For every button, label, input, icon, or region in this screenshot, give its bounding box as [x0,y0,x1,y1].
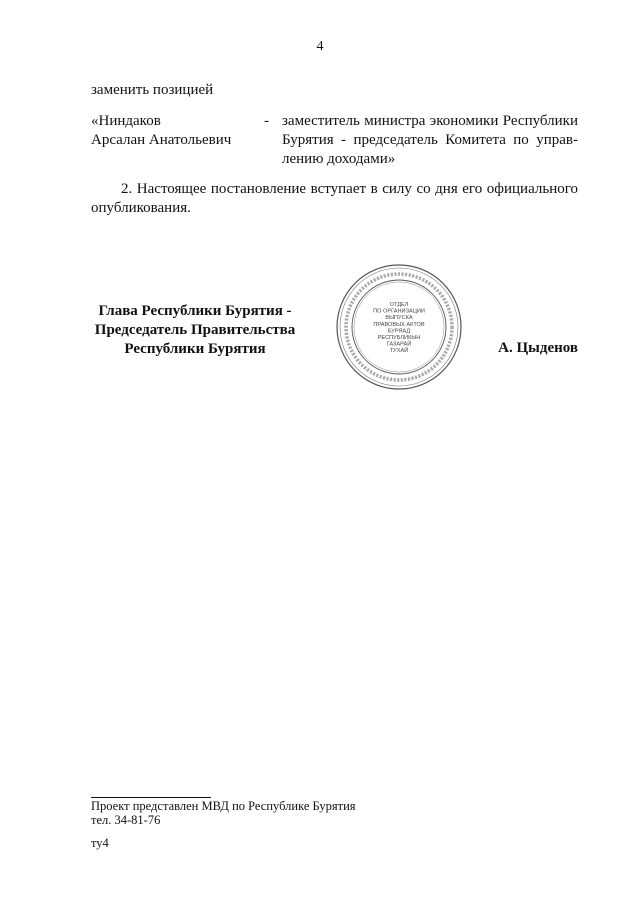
stamp-text-line: РЕСПУБЛИКЫН [377,335,421,341]
footer-divider [91,797,211,798]
footer-project-note: Проект представлен МВД по Республике Бурятия [91,799,356,813]
entry-name [91,112,271,150]
stamp-text-line: ГАЗАРАЙ [386,341,412,348]
footer-code: ту4 [91,836,109,850]
footer-phone: тел. 34-81-76 [91,813,161,827]
stamp-text-line: ОТДЕЛ [389,302,409,308]
stamp-text-line: ПРАВОВЫХ АКТОВ [373,321,425,328]
stamp-text-line: ТУХАЙ [389,348,409,355]
entry-name-line-2: Арсалан Анатольевич [91,132,232,148]
signatory-title-line-3: Республики Бурятия [124,341,266,357]
entry-desc-line-3: лению доходами» [282,151,396,167]
stamp-text-line: ПО ОРГАНИЗАЦИИ [373,308,425,315]
intro-text: заменить позицией [91,82,214,98]
official-seal-stamp [334,262,464,392]
stamp-text-line: БУРЯАД [387,328,411,335]
effective-date-paragraph: 2. Настоящее постановление вступает в силу со дня его официального опубликования. [91,181,578,216]
entry-desc-line-2: Бурятия - председатель Комитета по управ- [282,132,578,148]
entry-description [282,112,578,169]
page-number: 4 [316,39,324,54]
stamp-text-line: ВЫПУСКА [385,315,413,322]
signatory-title-line-2: Председатель Правительства [94,322,296,338]
entry-dash: - [264,113,269,129]
signatory-title [90,302,300,359]
entry-desc-line-1: заместитель министра экономики Республики [282,113,578,129]
signatory-title-line-1: Глава Республики Бурятия - [98,303,292,319]
entry-name-line-1: «Ниндаков [91,113,161,129]
signatory-name: А. Цыденов [498,340,578,356]
